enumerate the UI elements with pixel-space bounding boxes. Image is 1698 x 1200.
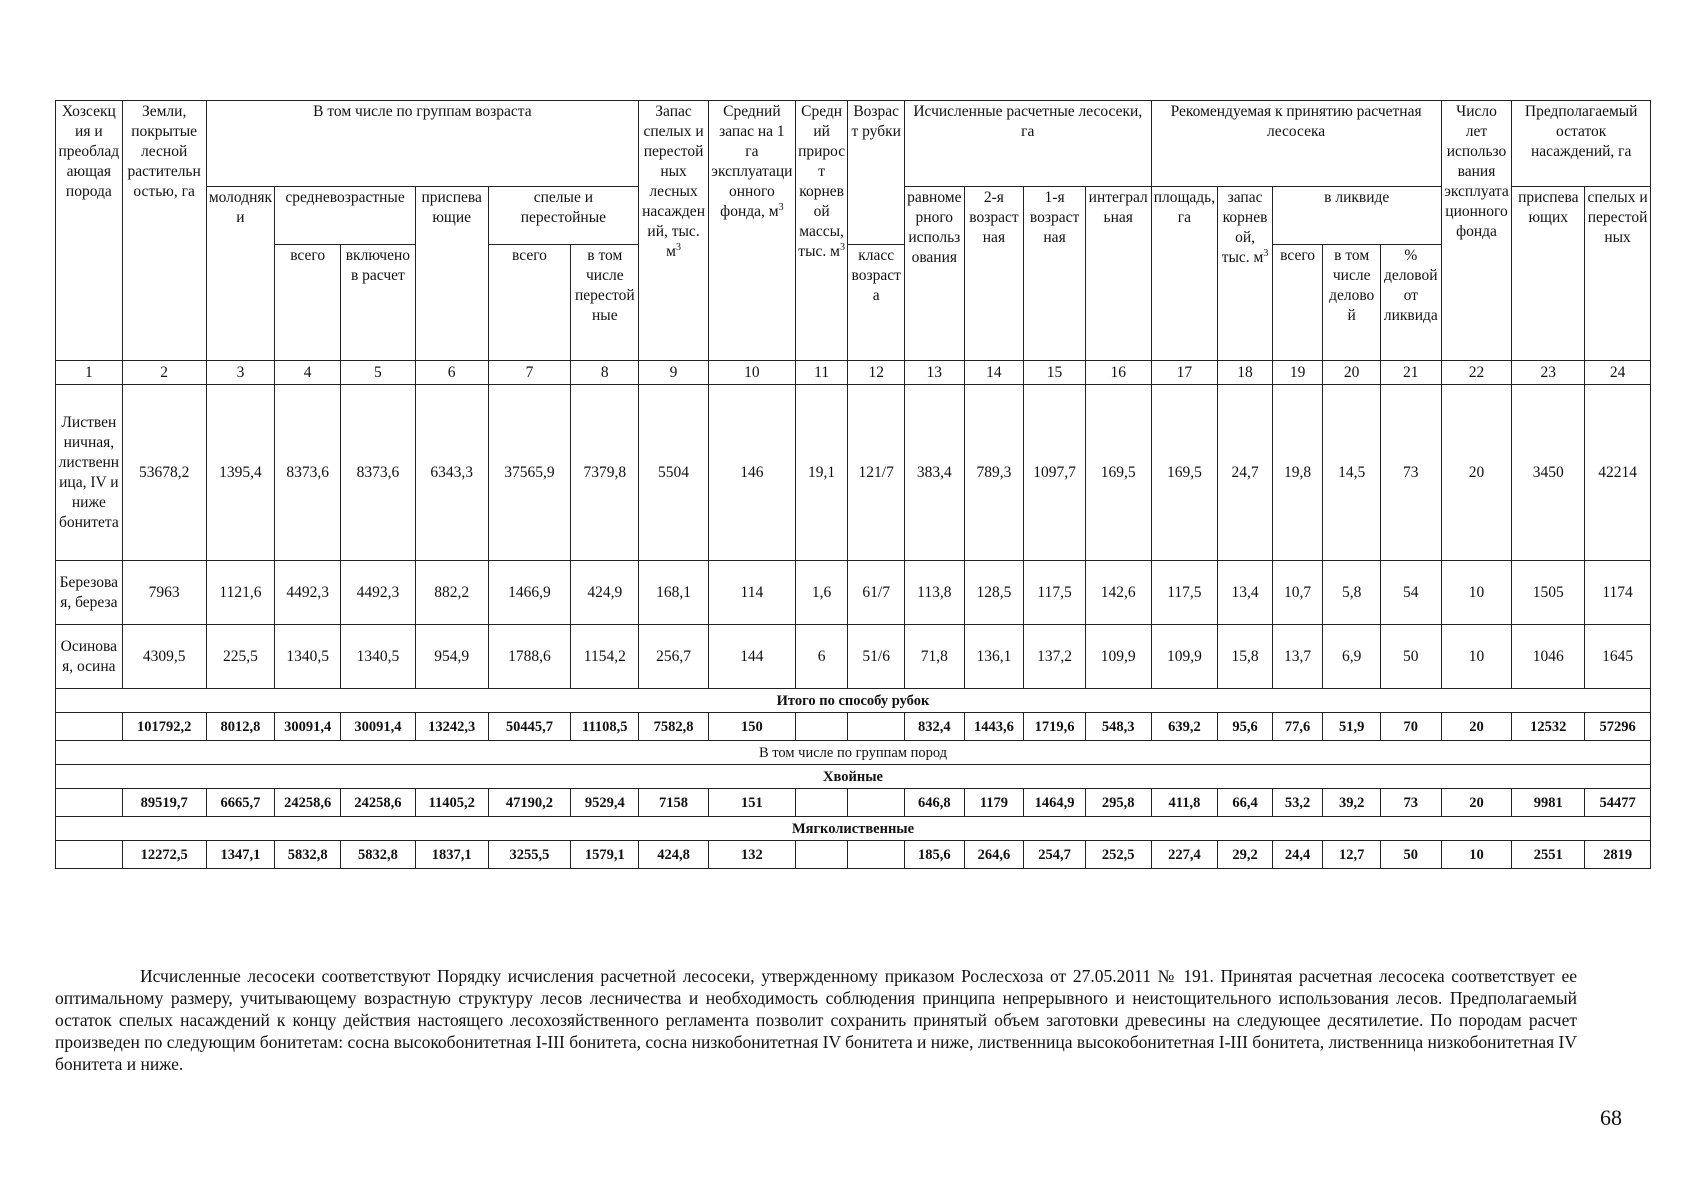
table-cell: 151 [708, 789, 795, 817]
hdr-liquid-business: в том числе деловой [1323, 245, 1381, 361]
table-cell: 2819 [1585, 841, 1651, 869]
table-cell: 8373,6 [275, 385, 341, 561]
table-cell: 10 [1441, 561, 1512, 625]
page-number: 68 [1600, 1105, 1622, 1130]
table-cell: 30091,4 [341, 713, 416, 741]
table-cell: 70 [1380, 713, 1441, 741]
hdr-mature-stock: Запас спелых и перестойных лесных насаждений, тыс. $м^3$ [639, 101, 709, 361]
column-number: 6 [415, 361, 488, 385]
explanatory-note: Исчисленные лесосеки соответствуют Порядку исчисления расчетной лесосеки, утвержденному приказом Рослесхоза от 27.05.2011 № 191. Принятая расчетная лесосека соответствует ее оптимальному размеру, учитывающему возрастную структуру лесов лесничества и необходимость соблюдения принципа непрерывного и неистощительного использования лесов. Предполагаемый остаток спелых насаждений к концу действия настоящего лесохозяйственного регламента позволит сохранить принятый объем заготовки древесины на следующее десятилетие. По породам расчет произведен по следующим бонитетам: сосна высокобонитетная I-III бонитета, сосна низкобонитетная IV бонитета и ниже, лиственница высокобонитетная I-III бонитета, лиственница низкобонитетная IV бонитета и ниже. [55, 966, 1577, 1074]
hdr-recommended-cut: Рекомендуемая к принятию расчетная лесосека [1151, 101, 1441, 187]
table-cell: 132 [708, 841, 795, 869]
table-cell: 1719,6 [1024, 713, 1086, 741]
table-cell: 1340,5 [275, 625, 341, 689]
table-cell: 3450 [1512, 385, 1585, 561]
column-number: 1 [56, 361, 123, 385]
table-cell: 71,8 [904, 625, 964, 689]
table-cell: 424,8 [639, 841, 709, 869]
column-number: 18 [1218, 361, 1273, 385]
table-row [56, 385, 1651, 561]
table-cell: 5832,8 [341, 841, 416, 869]
table-cell: 20 [1441, 789, 1512, 817]
table-cell: 128,5 [964, 561, 1024, 625]
species-cell: Березовая, береза [56, 561, 123, 625]
hdr-second-age: 2-я возрастная [964, 187, 1024, 361]
table-cell: 42214 [1585, 385, 1651, 561]
table-cell: 9981 [1512, 789, 1585, 817]
table-cell: 548,3 [1085, 713, 1151, 741]
table-cell: 142,6 [1085, 561, 1151, 625]
hdr-calculated-cuts: Исчисленные расчетные лесосеки, га [904, 101, 1151, 187]
table-cell: 6343,3 [415, 385, 488, 561]
table-cell: 57296 [1585, 713, 1651, 741]
table-cell: 5832,8 [275, 841, 341, 869]
table-cell: 101792,2 [122, 713, 206, 741]
table-cell: 77,6 [1272, 713, 1323, 741]
table-cell [795, 841, 848, 869]
column-number: 3 [206, 361, 275, 385]
table-cell: 168,1 [639, 561, 709, 625]
table-cell: 53,2 [1272, 789, 1323, 817]
column-number: 24 [1585, 361, 1651, 385]
table-cell [56, 789, 123, 817]
table-cell: 7158 [639, 789, 709, 817]
column-number: 9 [639, 361, 709, 385]
table-cell: 227,4 [1151, 841, 1218, 869]
table-cell: 6 [795, 625, 848, 689]
table-cell: 117,5 [1151, 561, 1218, 625]
column-number-row [56, 361, 1651, 385]
table-cell: 1395,4 [206, 385, 275, 561]
table-cell: 20 [1441, 713, 1512, 741]
table-cell: 411,8 [1151, 789, 1218, 817]
table-cell: 73 [1380, 385, 1441, 561]
table-cell: 114 [708, 561, 795, 625]
hdr-premature: приспевающие [415, 187, 488, 361]
table-row [56, 561, 1651, 625]
table-cell: 4309,5 [122, 625, 206, 689]
hdr-cutting-age: Возраст рубки [848, 101, 905, 245]
table-cell: 185,6 [904, 841, 964, 869]
hdr-avg-increment: Средний прирост корневой массы, тыс. $м^3$ [795, 101, 848, 361]
table-cell: 1046 [1512, 625, 1585, 689]
table-cell: 10,7 [1272, 561, 1323, 625]
coniferous-row [56, 789, 1651, 817]
table-cell: 1340,5 [341, 625, 416, 689]
hdr-liquid-all: всего [1272, 245, 1323, 361]
table-cell: 1443,6 [964, 713, 1024, 741]
table-cell: 121/7 [848, 385, 905, 561]
table-cell: 1645 [1585, 625, 1651, 689]
table-cell: 295,8 [1085, 789, 1151, 817]
hdr-middle-included: включено в расчет [341, 245, 416, 361]
table-cell: 14,5 [1323, 385, 1381, 561]
hdr-integral: интегральная [1085, 187, 1151, 361]
table-cell [848, 789, 905, 817]
table-cell: 24,4 [1272, 841, 1323, 869]
allowable-cut-table [55, 100, 1651, 869]
table-cell: 1837,1 [415, 841, 488, 869]
table-cell: 54477 [1585, 789, 1651, 817]
column-number: 5 [341, 361, 416, 385]
softwood-title-row [56, 817, 1651, 841]
table-cell: 12,7 [1323, 841, 1381, 869]
table-cell: 264,6 [964, 841, 1024, 869]
table-cell: 1097,7 [1024, 385, 1086, 561]
hdr-first-age: 1-я возрастная [1024, 187, 1086, 361]
table-cell: 8373,6 [341, 385, 416, 561]
softwood-title: Мягколиственные [56, 817, 1651, 841]
hdr-age-groups: В том числе по группам возраста [206, 101, 639, 187]
by-groups-title-row [56, 741, 1651, 765]
table-cell: 1174 [1585, 561, 1651, 625]
table-cell: 254,7 [1024, 841, 1086, 869]
table-cell: 54 [1380, 561, 1441, 625]
hdr-root-stock: запас корневой, тыс. $м^3$ [1218, 187, 1273, 361]
table-cell: 61/7 [848, 561, 905, 625]
table-cell: 24,7 [1218, 385, 1273, 561]
coniferous-title-row [56, 765, 1651, 789]
table-cell: 10 [1441, 841, 1512, 869]
hdr-mature-all: всего [488, 245, 571, 361]
table-cell: 11405,2 [415, 789, 488, 817]
table-cell [56, 841, 123, 869]
table-cell: 1,6 [795, 561, 848, 625]
table-cell: 1121,6 [206, 561, 275, 625]
table-cell: 256,7 [639, 625, 709, 689]
coniferous-title: Хвойные [56, 765, 1651, 789]
table-cell: 6,9 [1323, 625, 1381, 689]
table-cell: 1464,9 [1024, 789, 1086, 817]
table-cell: 50 [1380, 841, 1441, 869]
table-cell [848, 713, 905, 741]
table-cell: 4492,3 [275, 561, 341, 625]
table-cell: 7379,8 [571, 385, 639, 561]
column-number: 10 [708, 361, 795, 385]
table-cell: 639,2 [1151, 713, 1218, 741]
hdr-years-of-use: Число лет использования эксплуатационного фонда [1441, 101, 1512, 361]
species-cell: Осиновая, осина [56, 625, 123, 689]
table-cell: 51/6 [848, 625, 905, 689]
table-cell: 24258,6 [275, 789, 341, 817]
table-cell: 144 [708, 625, 795, 689]
table-cell: 424,9 [571, 561, 639, 625]
table-cell: 89519,7 [122, 789, 206, 817]
table-cell: 13,7 [1272, 625, 1323, 689]
softwood-row [56, 841, 1651, 869]
table-cell: 646,8 [904, 789, 964, 817]
table-cell: 137,2 [1024, 625, 1086, 689]
table-cell: 50 [1380, 625, 1441, 689]
table-cell: 4492,3 [341, 561, 416, 625]
table-cell: 19,8 [1272, 385, 1323, 561]
hdr-uniform-use: равномерного использования [904, 187, 964, 361]
table-cell: 252,5 [1085, 841, 1151, 869]
table-cell: 1466,9 [488, 561, 571, 625]
table-cell: 15,8 [1218, 625, 1273, 689]
table-cell: 50445,7 [488, 713, 571, 741]
hdr-age-class: класс возраста [848, 245, 905, 361]
total-title-row [56, 689, 1651, 713]
table-cell: 12272,5 [122, 841, 206, 869]
table-cell: 11108,5 [571, 713, 639, 741]
table-cell: 2551 [1512, 841, 1585, 869]
table-cell: 8012,8 [206, 713, 275, 741]
column-number: 8 [571, 361, 639, 385]
table-cell: 39,2 [1323, 789, 1381, 817]
table-cell: 20 [1441, 385, 1512, 561]
table-body [56, 361, 1651, 869]
column-number: 2 [122, 361, 206, 385]
hdr-remain-mature: спелых и перестойных [1585, 187, 1651, 361]
table-cell: 7963 [122, 561, 206, 625]
table-cell [795, 713, 848, 741]
hdr-young: молодняки [206, 187, 275, 361]
table-cell: 5,8 [1323, 561, 1381, 625]
column-number: 7 [488, 361, 571, 385]
hdr-section-species: Хозсекция и преобладающая порода [56, 101, 123, 361]
column-number: 15 [1024, 361, 1086, 385]
total-title: Итого по способу рубок [56, 689, 1651, 713]
table-cell: 19,1 [795, 385, 848, 561]
table-cell: 51,9 [1323, 713, 1381, 741]
table-cell: 1154,2 [571, 625, 639, 689]
hdr-remain-premature: приспевающих [1512, 187, 1585, 361]
hdr-mature: спелые и перестойные [488, 187, 639, 245]
column-number: 21 [1380, 361, 1441, 385]
table-cell: 954,9 [415, 625, 488, 689]
hdr-in-liquid: в ликвиде [1272, 187, 1441, 245]
table-cell: 169,5 [1085, 385, 1151, 561]
hdr-middle-all: всего [275, 245, 341, 361]
species-cell: Лиственничная, лиственница, IV и ниже бонитета [56, 385, 123, 561]
table-cell: 95,6 [1218, 713, 1273, 741]
table-cell: 1788,6 [488, 625, 571, 689]
hdr-avg-stock: Средний запас на 1 га эксплуатационного фонда, $м^3$ [708, 101, 795, 361]
table-cell: 3255,5 [488, 841, 571, 869]
hdr-mature-overmature: в том числе перестойные [571, 245, 639, 361]
table-cell: 29,2 [1218, 841, 1273, 869]
column-number: 17 [1151, 361, 1218, 385]
table-cell: 7582,8 [639, 713, 709, 741]
hdr-forested-land: Земли, покрытые лесной растительностью, га [122, 101, 206, 361]
column-number: 16 [1085, 361, 1151, 385]
table-cell [795, 789, 848, 817]
by-groups-title: В том числе по группам пород [56, 741, 1651, 765]
table-cell: 150 [708, 713, 795, 741]
column-number: 19 [1272, 361, 1323, 385]
table-cell: 136,1 [964, 625, 1024, 689]
hdr-liquid-percent: % деловой от ликвида [1380, 245, 1441, 361]
table-cell [56, 713, 123, 741]
table-cell: 37565,9 [488, 385, 571, 561]
table-cell: 12532 [1512, 713, 1585, 741]
column-number: 13 [904, 361, 964, 385]
hdr-middle-aged: средневозрастные [275, 187, 415, 245]
column-number: 12 [848, 361, 905, 385]
table-cell: 1579,1 [571, 841, 639, 869]
table-cell: 24258,6 [341, 789, 416, 817]
table-cell: 113,8 [904, 561, 964, 625]
column-number: 11 [795, 361, 848, 385]
table-cell: 53678,2 [122, 385, 206, 561]
table-cell: 109,9 [1085, 625, 1151, 689]
column-number: 23 [1512, 361, 1585, 385]
column-number: 14 [964, 361, 1024, 385]
table-cell: 13242,3 [415, 713, 488, 741]
column-number: 22 [1441, 361, 1512, 385]
table-cell: 383,4 [904, 385, 964, 561]
table-cell: 169,5 [1151, 385, 1218, 561]
table-cell: 6665,7 [206, 789, 275, 817]
table-cell: 225,5 [206, 625, 275, 689]
hdr-area: площадь, га [1151, 187, 1218, 361]
table-row [56, 625, 1651, 689]
table-cell: 146 [708, 385, 795, 561]
table-header [56, 101, 1651, 361]
table-cell: 882,2 [415, 561, 488, 625]
table-cell: 5504 [639, 385, 709, 561]
table-cell: 10 [1441, 625, 1512, 689]
column-number: 4 [275, 361, 341, 385]
table-cell: 832,4 [904, 713, 964, 741]
hdr-remaining-stands: Предполагаемый остаток насаждений, га [1512, 101, 1651, 187]
table-cell: 789,3 [964, 385, 1024, 561]
table-cell: 1505 [1512, 561, 1585, 625]
table-cell [848, 841, 905, 869]
column-number: 20 [1323, 361, 1381, 385]
table-cell: 66,4 [1218, 789, 1273, 817]
table-cell: 9529,4 [571, 789, 639, 817]
table-cell: 1347,1 [206, 841, 275, 869]
table-cell: 47190,2 [488, 789, 571, 817]
table-cell: 1179 [964, 789, 1024, 817]
table-cell: 117,5 [1024, 561, 1086, 625]
table-cell: 30091,4 [275, 713, 341, 741]
table-cell: 13,4 [1218, 561, 1273, 625]
table-cell: 109,9 [1151, 625, 1218, 689]
table-cell: 73 [1380, 789, 1441, 817]
total-row [56, 713, 1651, 741]
